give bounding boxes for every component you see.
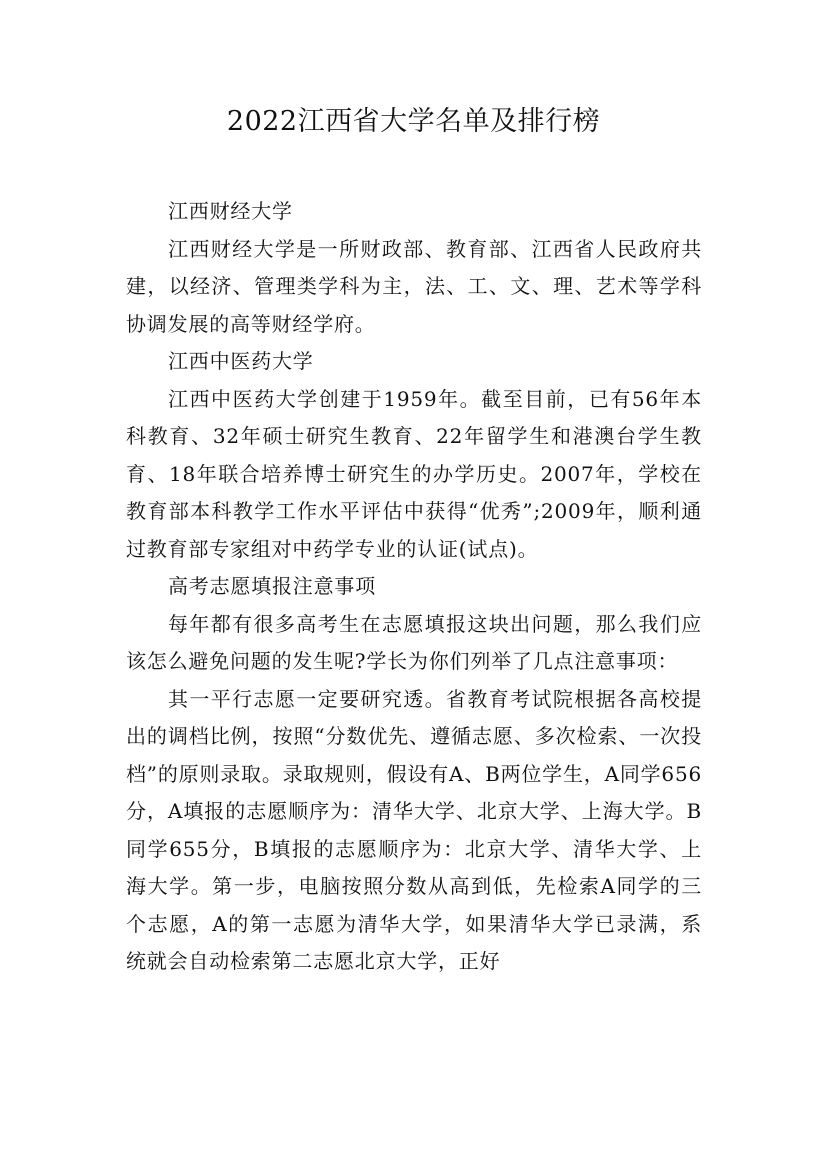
document-body xyxy=(126,193,702,981)
heading-jxutcm: 江西中医药大学 xyxy=(168,349,314,373)
document-title: 2022江西省大学名单及排行榜 xyxy=(226,106,601,137)
heading-jufe: 江西财经大学 xyxy=(168,199,293,223)
paragraph-application-intro: 每年都有很多高考生在志愿填报这块出问题，那么我们应该怎么避免问题的发生呢?学长为你们列举了几点注意事项： xyxy=(126,611,702,673)
paragraph-jufe-intro: 江西财经大学是一所财政部、教育部、江西省人民政府共建，以经济、管理类学科为主，法、工、文、理、艺术等学科协调发展的高等财经学府。 xyxy=(126,236,702,336)
paragraph-jxutcm-intro: 江西中医药大学创建于1959年。截至目前，已有56年本科教育、32年硕士研究生教育、22年留学生和港澳台学生教育、18年联合培养博士研究生的办学历史。2007年，学校在教育部本科教学工作水平评估中获得“优秀”;2009年，顺利通过教育部专家组对中药学专业的认证(试点)。 xyxy=(126,386,702,561)
paragraph-parallel-application: 其一平行志愿一定要研究透。省教育考试院根据各高校提出的调档比例，按照“分数优先、遵循志愿、多次检索、一次投档”的原则录取。录取规则，假设有A、B两位学生，A同学656分，A填报的志愿顺序为：清华大学、北京大学、上海大学。B同学655分，B填报的志愿顺序为：北京大学、清华大学、上海大学。第一步，电脑按照分数从高到低，先检索A同学的三个志愿，A的第一志愿为清华大学，如果清华大学已录满，系统就会自动检索第二志愿北京大学，正好 xyxy=(126,686,702,973)
heading-application-notes: 高考志愿填报注意事项 xyxy=(168,574,376,598)
